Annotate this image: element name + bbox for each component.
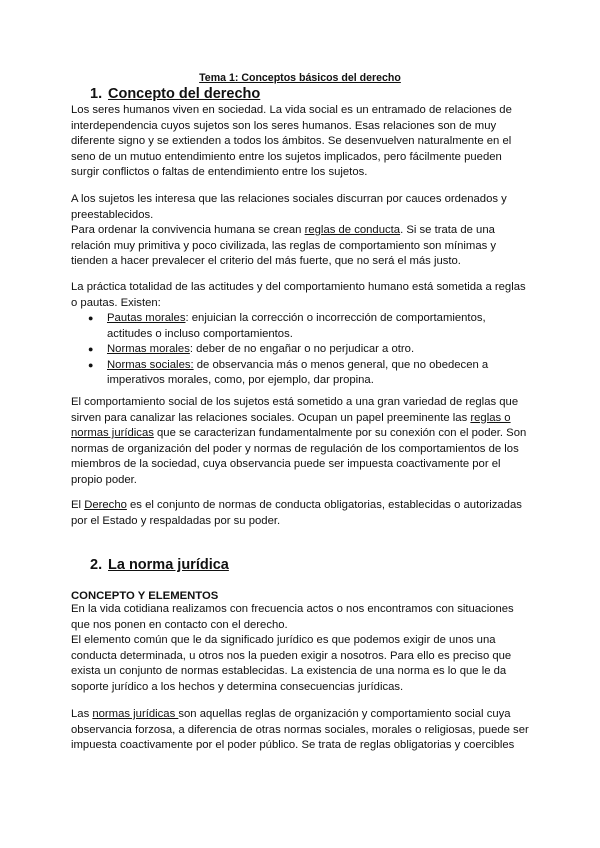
bullet-icon: ● bbox=[88, 313, 94, 323]
paragraph-sociedad: Los seres humanos viven en sociedad. La vida social es un entramado de relaciones de interdependencia cuyos sujetos son los seres humanos. Esas relaciones son de muy diferente signo y se extienden a todos los ámbitos. Se desenvuelven naturalmente en el seno de un mutuo entendimiento entre los sujetos implicados, pero fácilmente pueden surgir conflictos o faltas de entendimiento entre los sujetos. bbox=[71, 104, 512, 179]
section-2-number: 2. bbox=[90, 557, 103, 573]
bullet-icon: ● bbox=[88, 359, 94, 370]
subheading-concepto: CONCEPTO Y ELEMENTOS bbox=[71, 590, 219, 602]
list-item: ● Normas sociales: de observancia más o menos general, que no obedecen a imperativos morales, como, por ejemplo, dar propina. bbox=[88, 358, 489, 387]
section-1-heading bbox=[90, 86, 260, 102]
paragraph-normas-juridicas: El comportamiento social de los sujetos está sometido a una gran variedad de reglas que sirven para canalizar las relaciones sociales. Ocupan un papel preeminente las reglas o normas jurídicas que se caracterizan fundamentalmente por su conexión con el poder. Son normas de organización del poder y normas de regulación de los comportamientos de los miembros de la sociedad, cuya observancia puede ser impuesta coactivamente por el propio poder. bbox=[71, 396, 527, 486]
norms-bullet-list bbox=[71, 311, 531, 389]
paragraph-practica: La práctica totalidad de las actitudes y del comportamiento humano está sometida a reglas o pautas. Existen: bbox=[71, 281, 526, 309]
section-2-title: La norma jurídica bbox=[108, 557, 229, 573]
paragraph-normas-definicion: Las normas jurídicas son aquellas reglas de organización y comportamiento social cuya observancia forzosa, a diferencia de otras normas sociales, morales o religiosas, puede ser impuesta coactivamente por el poder público. Se trata de reglas obligatorias y coercibles bbox=[71, 708, 529, 752]
paragraph-reglas-conducta: Para ordenar la convivencia humana se crean reglas de conducta. Si se trata de una relación muy primitiva y poco civilizada, las reglas de comportamiento son mínimas y tienden a hacer prevalecer el criterio del más fuerte, que no será el más justo. bbox=[71, 224, 497, 268]
paragraph-intereses: A los sujetos les interesa que las relaciones sociales discurran por cauces ordenados y preestablecidos. bbox=[71, 193, 507, 221]
link-reglas-de-conducta: reglas de conducta bbox=[304, 224, 401, 236]
paragraph-vida-cotidiana: En la vida cotidiana realizamos con frecuencia actos o nos encontramos con situaciones que nos ponen en contacto con el derecho. bbox=[71, 603, 514, 631]
list-item: ● Normas morales: deber de no engañar o no perjudicar a otro. bbox=[71, 342, 531, 358]
section-1-number: 1. bbox=[90, 86, 103, 102]
section-2-heading bbox=[90, 557, 229, 573]
paragraph-derecho-definicion: El Derecho es el conjunto de normas de conducta obligatorias, establecidas o autorizadas por el Estado y respaldadas por su poder. bbox=[71, 499, 522, 527]
bullet-icon: ● bbox=[88, 344, 94, 355]
list-item: ● Pautas morales: enjuician la corrección o incorrección de comportamientos, actitudes o incluso comportamientos. bbox=[88, 312, 486, 340]
document-title: Tema 1: Conceptos básicos del derecho bbox=[199, 72, 401, 84]
paragraph-elemento-comun: El elemento común que le da significado jurídico es que podemos exigir de unos una conducta determinada, u otros nos la pueden exigir a nosotros. Para ello es preciso que exista un conjunto de normas establecidas. La existencia de una norma es lo que le da soporte jurídico a los hechos y determina consecuencias jurídicas. bbox=[71, 634, 512, 693]
section-1-title: Concepto del derecho bbox=[108, 86, 261, 102]
